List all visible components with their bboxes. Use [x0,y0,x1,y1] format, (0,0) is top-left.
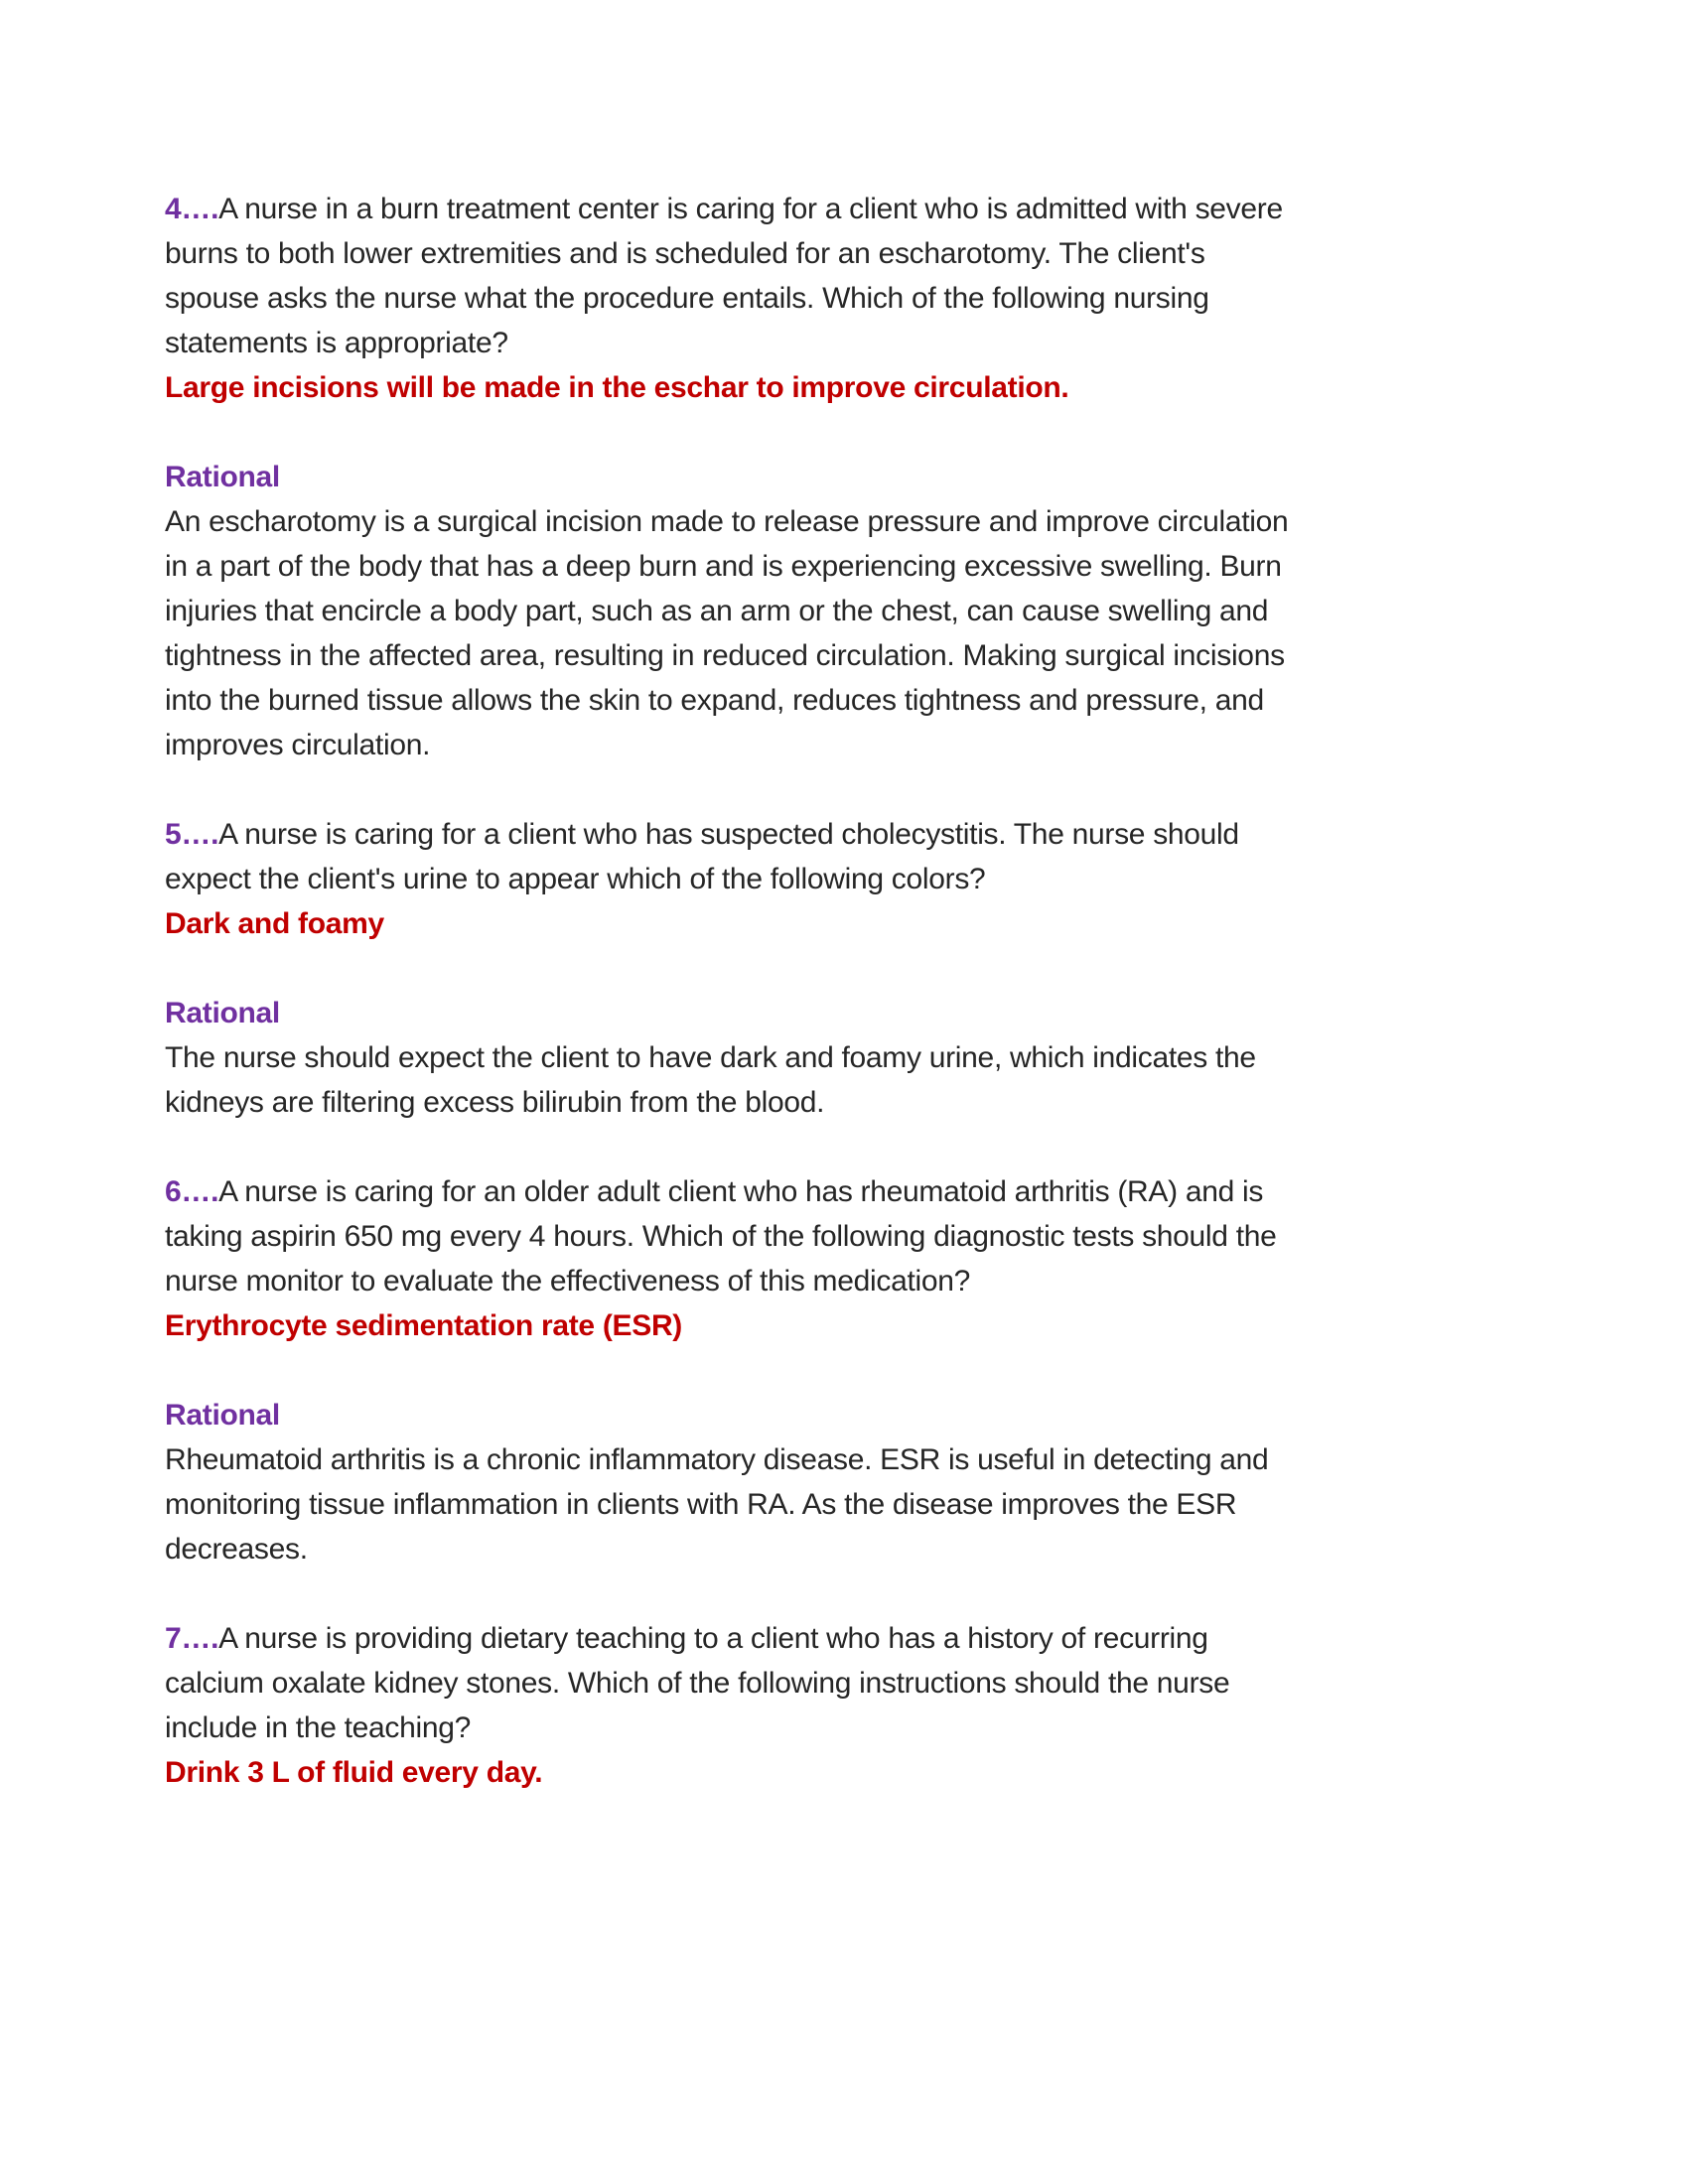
rational-header: Rational [165,461,280,493]
answer-text: Large incisions will be made in the eschar to improve circulation. [165,371,1069,404]
document-page [165,187,1307,1840]
answer-text: Drink 3 L of fluid every day. [165,1756,543,1789]
question-block [165,1169,1307,1348]
question-body: A nurse is providing dietary teaching to a client who has a history of recurring calcium oxalate kidney stones. Which of the following instructions should the nurse include in the teaching? [165,1622,1230,1744]
question-text [165,1616,1307,1750]
question-number: 7…. [165,1622,219,1655]
rational-header: Rational [165,1399,280,1432]
answer-text: Erythrocyte sedimentation rate (ESR) [165,1309,682,1342]
rational-text: Rheumatoid arthritis is a chronic inflammatory disease. ESR is useful in detecting and monitoring tissue inflammation in clients with RA. As the disease improves the ESR decreases. [165,1443,1269,1566]
rational-block [165,991,1307,1125]
rational-header: Rational [165,997,280,1029]
question-body: A nurse in a burn treatment center is caring for a client who is admitted with severe burns to both lower extremities and is scheduled for an escharotomy. The client's spouse asks the nurse what the procedure entails. Which of the following nursing statements is appropriate? [165,193,1283,359]
question-body: A nurse is caring for a client who has suspected cholecystitis. The nurse should expect the client's urine to appear which of the following colors? [165,818,1239,895]
question-block [165,187,1307,410]
question-text [165,1169,1307,1303]
question-body: A nurse is caring for an older adult client who has rheumatoid arthritis (RA) and is taking aspirin 650 mg every 4 hours. Which of the following diagnostic tests should the nurse monitor to evaluate the effectiveness of this medication? [165,1175,1277,1297]
question-block [165,1616,1307,1795]
question-number: 5…. [165,818,219,851]
question-number: 4…. [165,193,219,225]
question-number: 6…. [165,1175,219,1208]
rational-text: An escharotomy is a surgical incision made to release pressure and improve circulation in a part of the body that has a deep burn and is experiencing excessive swelling. Burn injuries that encircle a body part, such as an arm or the chest, can cause swelling and tightness in the affected area, resulting in reduced circulation. Making surgical incisions into the burned tissue allows the skin to expand, reduces tightness and pressure, and improves circulation. [165,505,1289,761]
question-text [165,187,1307,365]
rational-block [165,455,1307,767]
answer-text: Dark and foamy [165,907,384,940]
question-text [165,812,1307,901]
rational-text: The nurse should expect the client to have dark and foamy urine, which indicates the kidneys are filtering excess bilirubin from the blood. [165,1041,1256,1119]
rational-block [165,1393,1307,1571]
question-block [165,812,1307,946]
